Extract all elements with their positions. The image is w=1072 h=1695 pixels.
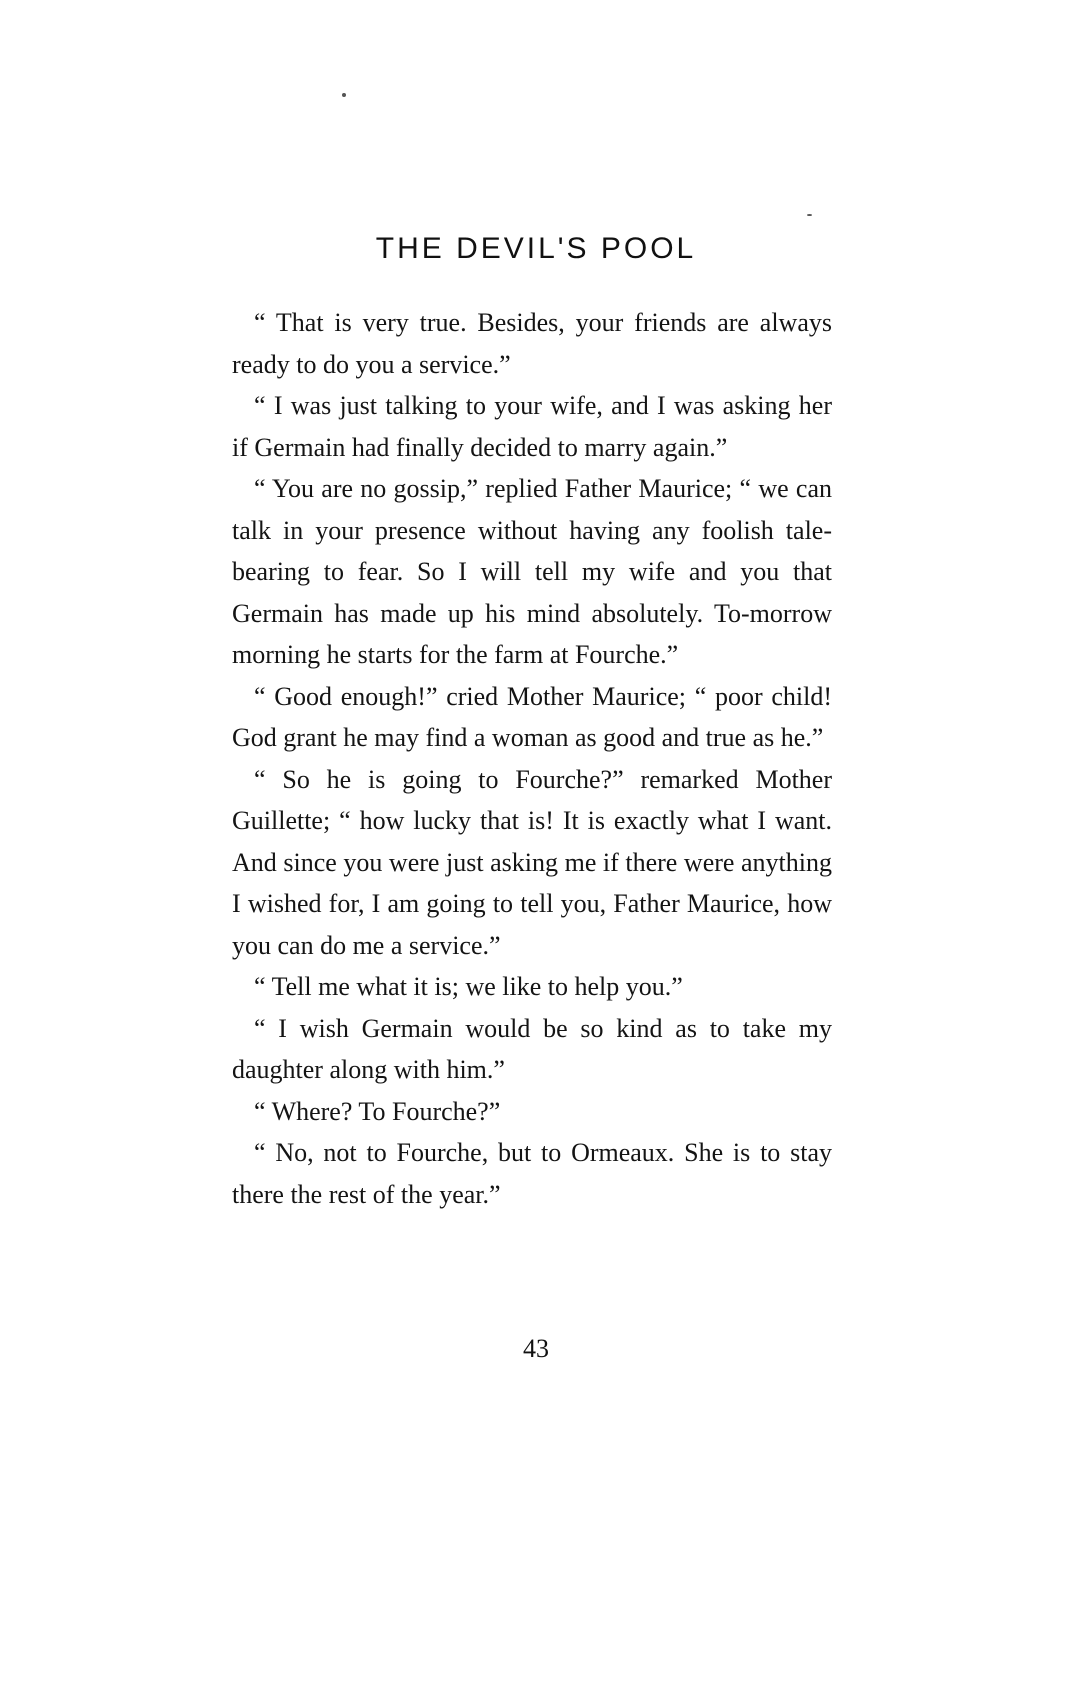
paragraph: “ That is very true. Besides, your friends are always ready to do you a service.” xyxy=(232,308,832,379)
scan-speck xyxy=(807,214,812,216)
paragraph: “ Where? To Fourche?” xyxy=(254,1096,501,1126)
scan-speck xyxy=(342,93,346,97)
paragraph: “ Good enough!” cried Mother Maurice; “ poor child! God grant he may find a woman as good and true as he.” xyxy=(232,681,832,752)
paragraph: “ You are no gossip,” replied Father Maurice; “ we can talk in your presence without having any foolish tale-bearing to fear. So I will tell my wife and you that Germain has made up his mind absolutely. To-morrow morning he starts for the farm at Fourche.” xyxy=(232,474,832,669)
body-text xyxy=(232,302,832,1215)
paragraph: “ So he is going to Fourche?” remarked Mother Guillette; “ how lucky that is! It is exactly what I want. And since you were just asking me if there were anything I wished for, I am going to tell you, Father Maurice, how you can do me a service.” xyxy=(232,764,832,960)
paragraph: “ Tell me what it is; we like to help you.” xyxy=(254,972,683,1001)
page-number: 43 xyxy=(523,1334,549,1363)
running-head: THE DEVIL'S POOL xyxy=(375,232,697,265)
paragraph: “ I was just talking to your wife, and I was asking her if Germain had finally decided to marry again.” xyxy=(232,391,832,462)
paragraph: “ No, not to Fourche, but to Ormeaux. She is to stay there the rest of the year.” xyxy=(232,1138,832,1209)
paragraph: “ I wish Germain would be so kind as to take my daughter along with him.” xyxy=(232,1013,832,1084)
